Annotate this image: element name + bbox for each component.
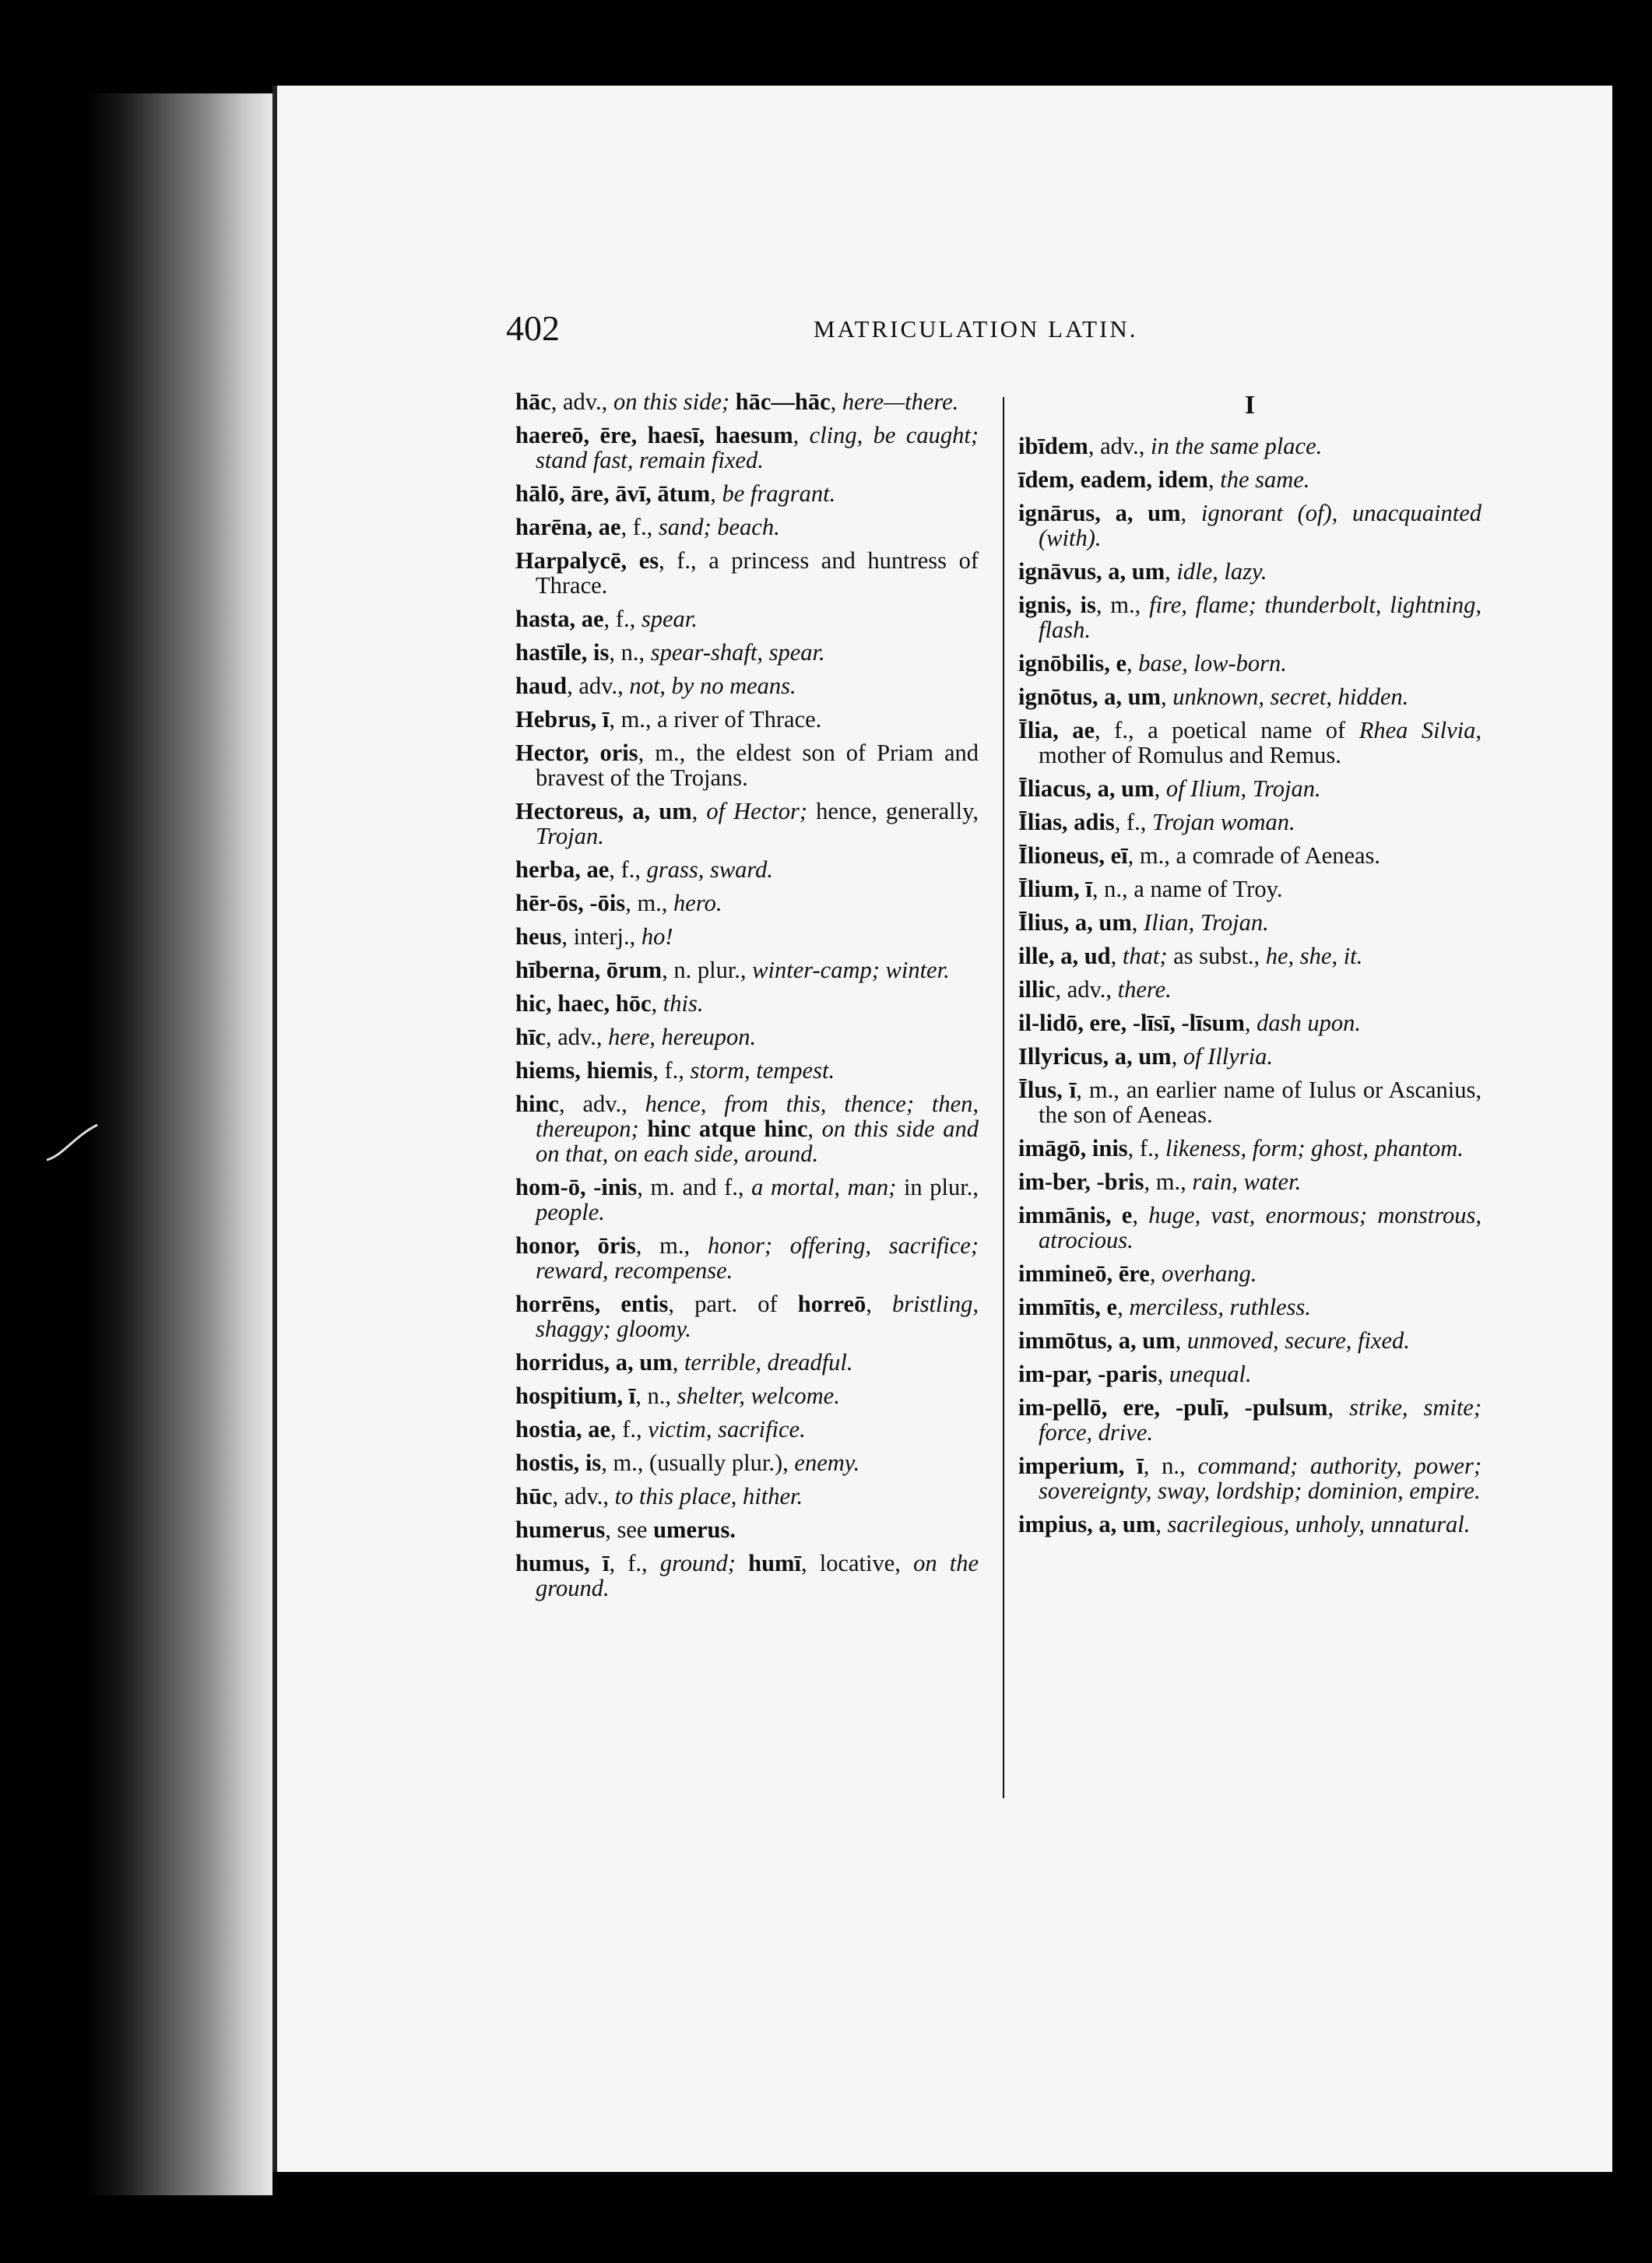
dictionary-entry (1018, 501, 1482, 550)
dictionary-entry (1018, 1077, 1482, 1127)
entry-gloss: strike, smite; force, drive. (1039, 1394, 1482, 1446)
entry-note: , (691, 798, 707, 824)
dictionary-entry (1018, 559, 1482, 584)
entry-headword: illic (1018, 976, 1056, 1003)
dictionary-entry (515, 606, 979, 631)
entry-gloss: winter-camp; winter. (752, 957, 950, 983)
entry-headword: heus (515, 923, 562, 950)
entry-note: in plur., (896, 1174, 979, 1200)
entry-gloss: on this side and on that, on each side, around. (536, 1116, 979, 1167)
entry-note: , (793, 422, 810, 448)
entry-note: , (1161, 683, 1173, 710)
entry-note: , f., (609, 856, 647, 883)
entry-note: , (807, 1116, 822, 1142)
entry-gloss: overhang. (1162, 1260, 1257, 1287)
entry-note: , (1117, 1294, 1130, 1320)
entry-headword: humī (748, 1550, 801, 1576)
dictionary-entry (1018, 1328, 1482, 1353)
entry-gloss: huge, vast, enormous; monstrous, atrocious. (1039, 1202, 1482, 1253)
entry-headword: il-lidō, ere, -līsī, -līsum (1018, 1010, 1245, 1036)
dictionary-entry (1018, 592, 1482, 642)
dictionary-entry (515, 1551, 979, 1601)
entry-headword: ignārus, a, um (1018, 500, 1181, 526)
entry-headword: haud (515, 673, 568, 699)
entry-headword: humus, ī (515, 1550, 610, 1576)
dictionary-entry (1018, 1295, 1482, 1319)
entry-gloss: sand; beach. (658, 514, 780, 540)
dictionary-entry (515, 924, 979, 949)
entry-gloss: hence, from this, thence; then, thereupon; (536, 1091, 979, 1142)
entry-note: , n., (635, 1383, 677, 1409)
entry-note: , f., (609, 1550, 660, 1576)
entry-gloss: of Illyria. (1183, 1043, 1274, 1070)
entry-gloss: spear-shaft, spear. (650, 639, 825, 666)
entry-headword: ignis, is (1018, 592, 1096, 618)
entry-gloss: unknown, secret, hidden. (1172, 683, 1409, 710)
entry-gloss: that; (1122, 943, 1168, 969)
entry-note: , f., a poetical name of (1095, 717, 1359, 743)
entry-gloss: fire, flame; thunderbolt, lightning, flash. (1039, 592, 1482, 643)
entry-headword: im-par, -paris (1018, 1361, 1158, 1387)
entry-headword: hostia, ae (515, 1416, 610, 1442)
dictionary-entry (515, 1417, 979, 1442)
entry-headword: ignāvus, a, um (1018, 558, 1165, 585)
entry-headword: Īlium, ī (1018, 876, 1092, 902)
entry-headword: hālō, āre, āvī, ātum (515, 480, 711, 507)
entry-note: , m., (635, 1232, 708, 1259)
dictionary-entry (515, 1175, 979, 1225)
column-divider (1003, 397, 1004, 1798)
entry-gloss: a mortal, man; (751, 1174, 897, 1200)
section-letter: I (1244, 391, 1256, 420)
dictionary-entry (1018, 467, 1482, 492)
entry-headword: hīberna, ōrum (515, 957, 663, 983)
entry-headword: Īliacus, a, um (1018, 775, 1155, 802)
entry-gloss: on this side; (613, 388, 736, 415)
entry-gloss: ground; (659, 1550, 749, 1576)
entry-headword: honor, ōris (515, 1232, 636, 1259)
entry-note: , m. and f., (637, 1174, 752, 1200)
entry-note: , mother of Romulus and Remus. (1039, 717, 1482, 768)
entry-headword: horreō (797, 1291, 866, 1317)
entry-headword: hostis, is (515, 1450, 602, 1476)
entry-gloss: be fragrant. (722, 480, 836, 507)
entry-headword: horrēns, entis (515, 1291, 669, 1317)
dictionary-entry (515, 958, 979, 982)
entry-headword: immineō, ēre (1018, 1260, 1150, 1287)
entry-note: , adv., (1055, 976, 1118, 1003)
entry-headword: umerus. (653, 1516, 736, 1543)
entry-headword: Hector, oris (515, 740, 638, 766)
entry-headword: ibīdem (1018, 433, 1088, 459)
dictionary-entry (1018, 1044, 1482, 1069)
entry-gloss: on the ground. (536, 1550, 979, 1601)
dictionary-entry (1018, 1512, 1482, 1537)
dictionary-entry (515, 1350, 979, 1375)
entry-note: , (1171, 1043, 1183, 1070)
dictionary-entry (515, 1058, 979, 1083)
dictionary-entry (515, 423, 979, 473)
entry-headword: immītis, e (1018, 1294, 1118, 1320)
entry-note: , (1207, 466, 1221, 493)
entry-gloss: spear. (641, 606, 698, 632)
entry-note: , m., a river of Thrace. (609, 706, 822, 733)
dictionary-entry (1018, 1203, 1482, 1253)
dictionary-entry (515, 673, 979, 698)
entry-headword: imāgō, inis (1018, 1135, 1128, 1161)
dictionary-entry (1018, 1010, 1482, 1035)
entry-note: , (1165, 558, 1177, 585)
dictionary-entry (1018, 1136, 1482, 1161)
entry-note: , (1149, 1260, 1162, 1287)
entry-headword: im-pellō, ere, -pulī, -pulsum (1018, 1394, 1328, 1421)
entry-gloss: he, she, it. (1265, 943, 1363, 969)
entry-headword: hiems, hiemis (515, 1057, 653, 1084)
entry-headword: īdem, eadem, idem (1018, 466, 1208, 493)
entry-gloss: rain, water. (1192, 1168, 1302, 1195)
dictionary-entry (1018, 1362, 1482, 1386)
entry-gloss: here—there. (842, 388, 959, 415)
dictionary-entry (1018, 910, 1482, 935)
entry-gloss: people. (536, 1199, 605, 1225)
entry-headword: Īlius, a, um (1018, 909, 1132, 936)
left-column (515, 389, 979, 1609)
dictionary-entry (1018, 651, 1482, 676)
entry-note: , (1175, 1327, 1187, 1354)
entry-headword: herba, ae (515, 856, 610, 883)
entry-headword: ille, a, ud (1018, 943, 1111, 969)
entry-gloss: hero. (673, 890, 722, 916)
entry-headword: hom-ō, -inis (515, 1174, 638, 1200)
dictionary-entry (1018, 718, 1482, 768)
entry-note: , (1110, 943, 1123, 969)
entry-note: , (1155, 1511, 1168, 1537)
entry-gloss: enemy. (794, 1450, 860, 1476)
entry-headword: Illyricus, a, um (1018, 1043, 1172, 1070)
entry-note: , m., (1095, 592, 1150, 618)
entry-note: , (866, 1291, 892, 1317)
entry-note: , f., (610, 1416, 648, 1442)
dictionary-entry (515, 1233, 979, 1283)
entry-headword: hastīle, is (515, 639, 610, 666)
running-head: MATRICULATION LATIN. (814, 315, 1138, 343)
entry-note: , adv., (545, 1024, 609, 1050)
entry-headword: humerus (515, 1516, 606, 1543)
entry-gloss: victim, sacrifice. (648, 1416, 806, 1442)
entry-gloss: to this place, hither. (614, 1483, 803, 1509)
dictionary-entry (515, 1450, 979, 1475)
entry-gloss: this. (663, 990, 704, 1017)
entry-gloss: command; authority, power; sovereignty, sway, lordship; dominion, empire. (1039, 1453, 1482, 1504)
entry-note: , (830, 388, 842, 415)
entry-note: , f., a princess and huntress of Thrace. (536, 547, 979, 599)
dictionary-entry (515, 799, 979, 849)
entry-gloss: cling, be caught; stand fast, remain fixed. (536, 422, 979, 473)
entry-gloss: idle, lazy. (1176, 558, 1267, 585)
entry-note: , (1126, 650, 1139, 676)
entry-headword: im-ber, -bris (1018, 1168, 1144, 1195)
dictionary-entry (1018, 877, 1482, 901)
dictionary-entry (1018, 684, 1482, 709)
dictionary-entry (515, 1024, 979, 1049)
entry-headword: immōtus, a, um (1018, 1327, 1176, 1354)
entry-gloss: bristling, shaggy; gloomy. (536, 1291, 979, 1342)
dictionary-entry (515, 389, 979, 414)
dictionary-entry (1018, 810, 1482, 835)
dictionary-entry (1018, 843, 1482, 868)
entry-note: , adv., (1088, 433, 1151, 459)
entry-gloss: the same. (1220, 466, 1310, 493)
entry-note: , part. of (668, 1291, 798, 1317)
entry-note: , m., (625, 890, 674, 916)
dictionary-entry (515, 707, 979, 732)
entry-note: , n., (609, 639, 651, 666)
entry-gloss: merciless, ruthless. (1129, 1294, 1311, 1320)
entry-headword: hāc—hāc (735, 388, 831, 415)
entry-note: , m., an earlier name of Iulus or Ascanius, the son of Aeneas. (1039, 1077, 1482, 1128)
dictionary-entry (515, 1484, 979, 1509)
entry-note: , m., the eldest son of Priam and bravest of the Trojans. (536, 740, 979, 791)
dictionary-entry (515, 640, 979, 665)
entry-gloss: terrible, dreadful. (684, 1349, 853, 1376)
entry-note: , (1131, 909, 1144, 936)
entry-note: , adv., (567, 673, 630, 699)
book-page-edge (86, 93, 272, 2195)
entry-gloss: in the same place. (1151, 433, 1323, 459)
entry-note: , adv., (552, 1483, 615, 1509)
entry-note: , (1154, 775, 1166, 802)
entry-headword: impius, a, um (1018, 1511, 1156, 1537)
entry-headword: horridus, a, um (515, 1349, 673, 1376)
dictionary-entry (515, 481, 979, 506)
entry-gloss: likeness, form; ghost, phantom. (1165, 1135, 1464, 1161)
entry-gloss: here, hereupon. (608, 1024, 757, 1050)
entry-note: , (672, 1349, 684, 1376)
entry-headword: hospitium, ī (515, 1383, 636, 1409)
dictionary-entry (515, 1517, 979, 1542)
entry-gloss: not, by no means. (629, 673, 796, 699)
entry-gloss: of Ilium, Trojan. (1165, 775, 1321, 802)
entry-gloss: ho! (641, 923, 673, 950)
dictionary-entry (1018, 1395, 1482, 1445)
entry-note: , (710, 480, 722, 507)
entry-note: , f., (620, 514, 659, 540)
entry-headword: Īlus, ī (1018, 1077, 1077, 1103)
entry-note: , (1327, 1394, 1350, 1421)
entry-note: , n., (1143, 1453, 1198, 1479)
entry-gloss: Trojan. (536, 823, 604, 849)
dictionary-entry (1018, 977, 1482, 1002)
entry-note: , (1132, 1202, 1149, 1228)
entry-headword: Hebrus, ī (515, 706, 610, 733)
entry-note: hence, generally, (807, 798, 979, 824)
entry-note: , m., (1144, 1168, 1193, 1195)
entry-note: , (1244, 1010, 1257, 1036)
entry-gloss: grass, sward. (646, 856, 774, 883)
entry-gloss: shelter, welcome. (677, 1383, 840, 1409)
entry-headword: ignōtus, a, um (1018, 683, 1162, 710)
entry-gloss: storm, tempest. (690, 1057, 835, 1084)
entry-gloss: there. (1117, 976, 1172, 1003)
entry-note: , f., (652, 1057, 691, 1084)
page-number: 402 (506, 308, 560, 348)
dictionary-entry (1018, 1453, 1482, 1503)
entry-gloss: of Hector; (706, 798, 807, 824)
entry-headword: haereō, ēre, haesī, haesum (515, 422, 793, 448)
entry-gloss: sacrilegious, unholy, unnatural. (1167, 1511, 1471, 1537)
entry-gloss: Trojan woman. (1152, 809, 1295, 835)
dictionary-entry (1018, 434, 1482, 459)
entry-headword: hinc (515, 1091, 559, 1117)
entry-headword: hūc (515, 1483, 553, 1509)
entry-headword: immānis, e (1018, 1202, 1133, 1228)
dictionary-entry (1018, 1261, 1482, 1286)
entry-note: , n. plur., (662, 957, 753, 983)
entry-headword: Harpalycē, es (515, 547, 659, 574)
entry-headword: Īlias, adis (1018, 809, 1115, 835)
entry-gloss: honor; offering, sacrifice; reward, recompense. (536, 1232, 979, 1284)
entry-headword: Īlioneus, eī (1018, 842, 1128, 869)
entry-headword: hasta, ae (515, 606, 604, 632)
entry-headword: hēr-ōs, -ōis (515, 890, 626, 916)
entry-gloss: Rhea Silvia (1359, 717, 1476, 743)
entry-note: , f., (1114, 809, 1153, 835)
entry-headword: Īlia, ae (1018, 717, 1095, 743)
entry-note: , locative, (800, 1550, 914, 1576)
dictionary-entry (515, 891, 979, 915)
entry-note: , adv., (550, 388, 613, 415)
entry-gloss: base, low-born. (1138, 650, 1287, 676)
dictionary-entry (515, 1091, 979, 1166)
entry-note: as subst., (1167, 943, 1266, 969)
entry-note: , adv., (558, 1091, 645, 1117)
entry-gloss: Ilian, Trojan. (1144, 909, 1269, 936)
entry-gloss: dash upon. (1257, 1010, 1361, 1036)
entry-gloss: unequal. (1169, 1361, 1252, 1387)
entry-gloss: unmoved, secure, fixed. (1186, 1327, 1410, 1354)
entry-note: , n., a name of Troy. (1091, 876, 1283, 902)
dictionary-entry (1018, 776, 1482, 801)
entry-headword: hāc (515, 388, 551, 415)
entry-note: , (1180, 500, 1201, 526)
dictionary-entry (1018, 1169, 1482, 1194)
scan-artifact-mark (47, 1121, 101, 1168)
dictionary-entry (515, 1383, 979, 1408)
dictionary-entry (515, 1291, 979, 1341)
entry-note: , (651, 990, 663, 1017)
entry-note: , (1157, 1361, 1169, 1387)
dictionary-entry (515, 857, 979, 882)
dictionary-entry (515, 548, 979, 598)
entry-headword: hinc atque hinc (647, 1116, 808, 1142)
entry-note: , m., (usually plur.), (601, 1450, 795, 1476)
right-entries (1018, 434, 1482, 1537)
entry-note: , interj., (561, 923, 641, 950)
entry-headword: ignōbilis, e (1018, 650, 1127, 676)
entry-headword: hīc (515, 1024, 546, 1050)
entry-note: , f., (603, 606, 641, 632)
dictionary-entry (515, 740, 979, 790)
dictionary-entry (1018, 944, 1482, 968)
right-column (1018, 393, 1482, 1545)
entry-headword: imperium, ī (1018, 1453, 1144, 1479)
entry-headword: Hectoreus, a, um (515, 798, 692, 824)
entry-note: , f., (1127, 1135, 1165, 1161)
dictionary-entry (515, 515, 979, 539)
entry-headword: harēna, ae (515, 514, 621, 540)
dictionary-entry (515, 991, 979, 1016)
entry-headword: hic, haec, hōc (515, 990, 652, 1017)
entry-note: , m., a comrade of Aeneas. (1127, 842, 1381, 869)
entry-note: , see (605, 1516, 654, 1543)
entry-gloss: ignorant (of), unacquainted (with). (1039, 500, 1482, 551)
